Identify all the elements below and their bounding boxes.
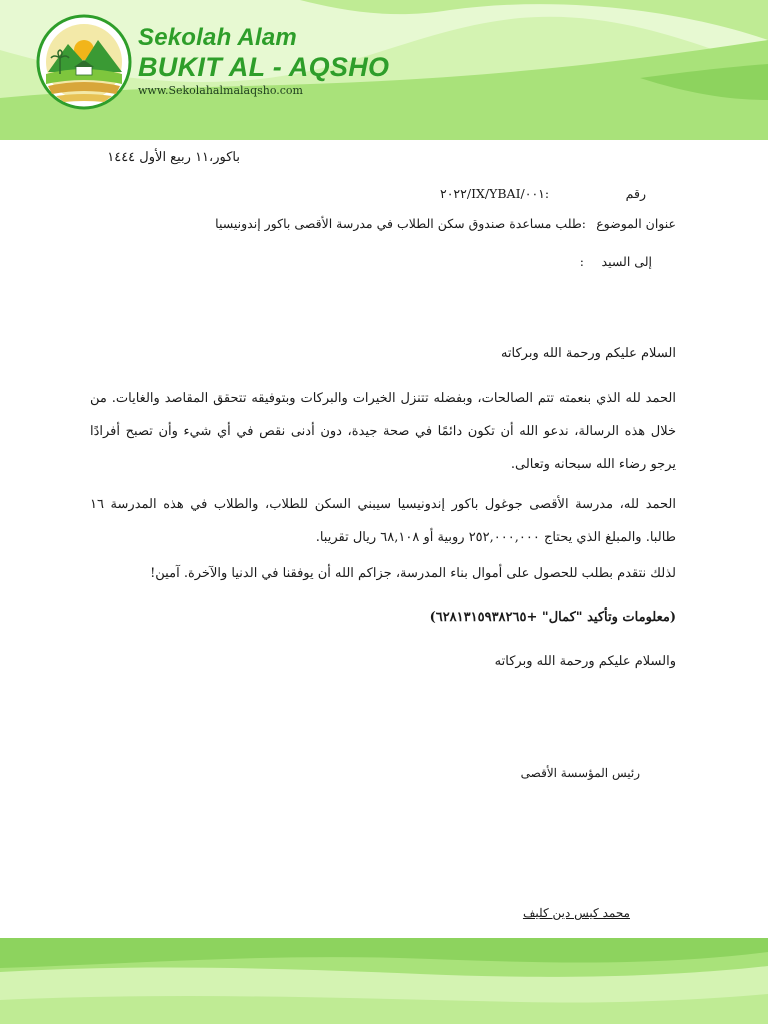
brand-block [138,24,389,97]
subject-label: عنوان الموضوع [596,216,676,231]
signature-title: رئيس المؤسسة الأقصى [520,766,640,780]
signature-name: محمد كيس دين كليف [522,906,630,920]
paragraph-request: لذلك نتقدم بطلب للحصول على أموال بناء المدرسة، جزاكم الله أن يوفقنا في الدنيا والآخرة. آمين! [150,566,676,581]
footer-wave-background [0,938,768,1024]
paragraph-opening: الحمد لله الذي بنعمته تتم الصالحات، وبفضله تتنزل الخيرات والبركات وبتوفيقه تتحقق المقاصد والغايات. من خلال هذه الرسالة، ندعو الله أن تكون دائمًا في صحة جيدة، دون أدنى نقص في أي شيء وأن تصبح أفرادًا يرجو رضاء الله سبحانه وتعالى. [90,391,676,472]
number-label: رقم [625,186,646,201]
recipient-value: : [579,254,584,269]
letter-date: باكور،١١ ربيع الأول ١٤٤٤ [107,150,240,165]
closing-greeting: والسلام عليكم ورحمة الله وبركاته [494,654,676,669]
recipient-label: إلى السيد [601,254,652,269]
greeting: السلام عليكم ورحمة الله وبركاته [500,346,676,361]
website-link[interactable]: www.Sekolahalmalaqsho.com [138,84,303,97]
contact-info: (معلومات وتأكيد "كمال" +٦٢٨١٣١٥٩٣٨٢٦٥) [429,610,676,625]
paragraph-dormitory: الحمد لله، مدرسة الأقصى جوغول باكور إندونيسيا سيبني السكن للطلاب، والطلاب في هذه المدرسة ١٦ طالبا. والمبلغ الذي يحتاج ٢٥٢,٠٠٠,٠٠٠ روبية أو ٦٨,١٠٨ ريال تقريبا. [90,497,676,545]
brand-name-line1: Sekolah Alam [138,24,297,51]
brand-name-line2: BUKIT AL - AQSHO [138,52,390,82]
number-value: ٢٠٢٢/IX/YBAI/٠٠١: [440,186,550,201]
subject-value: :طلب مساعدة صندوق سكن الطلاب في مدرسة الأقصى باكور إندونيسيا [215,216,586,231]
school-logo [36,14,132,110]
